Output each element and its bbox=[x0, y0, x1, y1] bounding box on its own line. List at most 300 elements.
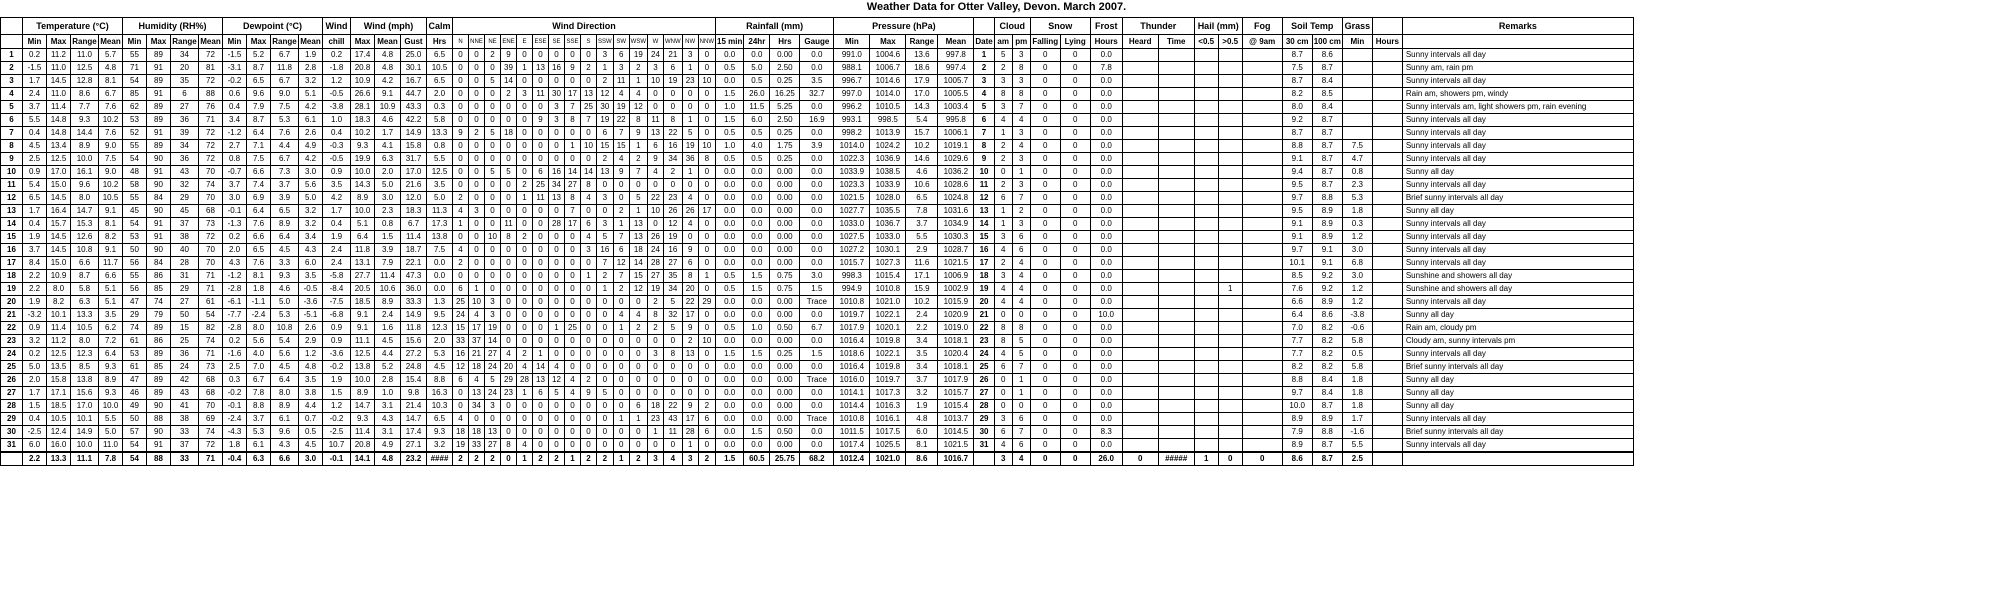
column-header: 30 cm bbox=[1282, 35, 1312, 49]
data-cell: 13.8 bbox=[351, 361, 375, 374]
data-cell: 17 bbox=[565, 218, 581, 231]
data-cell: 0.9 bbox=[323, 322, 351, 335]
data-cell: 0.8 bbox=[1342, 166, 1372, 179]
data-cell: 1005.5 bbox=[938, 88, 974, 101]
data-cell: 0 bbox=[1030, 270, 1060, 283]
data-cell: 2 bbox=[994, 140, 1012, 153]
data-cell: 0 bbox=[1030, 205, 1060, 218]
data-cell: 7.5 bbox=[247, 153, 271, 166]
data-cell: 1020.4 bbox=[938, 348, 974, 361]
table-row bbox=[1, 153, 1634, 166]
data-cell: 0 bbox=[1030, 244, 1060, 257]
data-cell: 0.5 bbox=[716, 153, 744, 166]
data-cell: 1 bbox=[994, 205, 1012, 218]
data-cell: 16 bbox=[664, 140, 683, 153]
data-cell: 2 bbox=[1012, 205, 1030, 218]
data-cell: 1 bbox=[469, 283, 485, 296]
data-cell: 1 bbox=[682, 114, 698, 127]
data-cell: -0.1 bbox=[223, 400, 247, 413]
data-cell: -3.6 bbox=[299, 296, 323, 309]
data-cell: 9 bbox=[613, 166, 629, 179]
data-cell: 1.7 bbox=[1342, 413, 1372, 426]
data-cell: 4 bbox=[994, 114, 1012, 127]
data-cell bbox=[1122, 192, 1158, 205]
data-cell: 0.0 bbox=[716, 205, 744, 218]
data-cell: 5.4 bbox=[23, 179, 47, 192]
data-cell bbox=[1194, 140, 1218, 153]
data-cell: 36 bbox=[171, 114, 199, 127]
remarks-cell: Sunny intervals all day bbox=[1402, 257, 1633, 270]
data-cell: 85 bbox=[147, 283, 171, 296]
data-cell: 4.5 bbox=[271, 244, 299, 257]
data-cell: 0 bbox=[565, 244, 581, 257]
column-header: Min bbox=[1342, 35, 1372, 49]
data-cell: 6 bbox=[698, 413, 715, 426]
data-cell bbox=[1122, 283, 1158, 296]
total-cell: 7.8 bbox=[99, 452, 123, 466]
data-cell: 14 bbox=[565, 166, 581, 179]
data-cell: 91 bbox=[147, 88, 171, 101]
data-cell bbox=[1158, 140, 1194, 153]
data-cell: 89 bbox=[147, 322, 171, 335]
group-header: Cloud bbox=[994, 18, 1030, 35]
data-cell: 0 bbox=[581, 400, 597, 413]
data-cell: 0 bbox=[549, 127, 565, 140]
total-cell: 6.6 bbox=[271, 452, 299, 466]
data-cell: 0 bbox=[1060, 374, 1090, 387]
data-cell: 0 bbox=[698, 283, 715, 296]
data-cell: 72 bbox=[199, 231, 223, 244]
data-cell: 4 bbox=[994, 244, 1012, 257]
data-cell: 0 bbox=[549, 335, 565, 348]
data-cell: 6 bbox=[613, 49, 629, 62]
data-cell: 5 bbox=[549, 387, 565, 400]
data-cell: 0 bbox=[648, 387, 664, 400]
data-cell: 6.5 bbox=[427, 413, 453, 426]
data-cell: 2.9 bbox=[299, 335, 323, 348]
data-cell: 9.1 bbox=[1282, 231, 1312, 244]
table-row bbox=[1, 49, 1634, 62]
data-cell: 0 bbox=[517, 426, 533, 439]
data-cell: 0 bbox=[469, 270, 485, 283]
data-cell: 9 bbox=[682, 322, 698, 335]
data-cell: 0 bbox=[469, 413, 485, 426]
data-cell bbox=[1372, 426, 1402, 439]
data-cell: 6.9 bbox=[247, 192, 271, 205]
data-cell: 9.6 bbox=[271, 426, 299, 439]
data-cell: 19 bbox=[485, 322, 501, 335]
data-cell: 0 bbox=[549, 75, 565, 88]
data-cell: 1 bbox=[1218, 283, 1242, 296]
data-cell: 19 bbox=[664, 75, 683, 88]
data-cell: 4.5 bbox=[271, 361, 299, 374]
data-cell bbox=[1122, 75, 1158, 88]
data-cell: 39 bbox=[501, 62, 517, 75]
data-cell: 8.0 bbox=[271, 387, 299, 400]
total-cell: 2 bbox=[469, 452, 485, 466]
data-cell: -1.1 bbox=[247, 296, 271, 309]
data-cell bbox=[1242, 387, 1282, 400]
data-cell bbox=[1242, 205, 1282, 218]
column-header: Hrs bbox=[427, 35, 453, 49]
table-row bbox=[1, 283, 1634, 296]
data-cell: 9.3 bbox=[71, 114, 99, 127]
data-cell: 9.2 bbox=[1282, 114, 1312, 127]
data-cell: 42.2 bbox=[401, 114, 427, 127]
data-cell: 0.0 bbox=[1090, 439, 1122, 453]
data-cell: 2.2 bbox=[23, 270, 47, 283]
data-cell bbox=[1122, 49, 1158, 62]
data-cell: 6.0 bbox=[906, 426, 938, 439]
data-cell: 18 bbox=[648, 400, 664, 413]
data-cell: 0 bbox=[533, 205, 549, 218]
total-cell: 1021.0 bbox=[870, 452, 906, 466]
data-cell: 14 bbox=[533, 361, 549, 374]
data-cell: 89 bbox=[147, 348, 171, 361]
data-cell: 6 bbox=[581, 218, 597, 231]
data-cell: 76 bbox=[199, 101, 223, 114]
data-cell: 3.5 bbox=[299, 270, 323, 283]
data-cell bbox=[1342, 114, 1372, 127]
data-cell: 1 bbox=[698, 270, 715, 283]
data-cell: 70 bbox=[199, 192, 223, 205]
data-cell bbox=[1218, 49, 1242, 62]
data-cell: 8.7 bbox=[1312, 153, 1342, 166]
data-cell: 0.3 bbox=[1342, 218, 1372, 231]
data-cell: 36 bbox=[171, 348, 199, 361]
data-cell: 17.0 bbox=[401, 166, 427, 179]
data-cell: 5.6 bbox=[299, 179, 323, 192]
data-cell: 1 bbox=[533, 348, 549, 361]
data-cell: 4 bbox=[629, 88, 647, 101]
column-header: @ 9am bbox=[1242, 35, 1282, 49]
data-cell: 17 bbox=[698, 205, 715, 218]
data-cell: 37 bbox=[171, 218, 199, 231]
data-cell: 0 bbox=[549, 205, 565, 218]
data-cell: 6.4 bbox=[247, 127, 271, 140]
data-cell: 18 bbox=[469, 426, 485, 439]
data-cell: 48 bbox=[123, 166, 147, 179]
data-cell: 28 bbox=[517, 374, 533, 387]
data-cell: 1 bbox=[1012, 387, 1030, 400]
data-cell: 3 bbox=[974, 75, 994, 88]
data-cell: 7 bbox=[974, 127, 994, 140]
data-cell: 0 bbox=[581, 257, 597, 270]
data-cell: 7.6 bbox=[99, 127, 123, 140]
data-cell: 0.0 bbox=[1090, 101, 1122, 114]
data-cell: 0.0 bbox=[716, 426, 744, 439]
data-cell: 0 bbox=[629, 439, 647, 453]
data-cell: 0 bbox=[453, 140, 469, 153]
data-cell: 1030.3 bbox=[938, 231, 974, 244]
data-cell: 41 bbox=[171, 400, 199, 413]
data-cell: 0 bbox=[1030, 322, 1060, 335]
data-cell: 0 bbox=[469, 49, 485, 62]
data-cell: 0 bbox=[1030, 257, 1060, 270]
data-cell: 2.50 bbox=[770, 114, 800, 127]
data-cell: 3 bbox=[485, 309, 501, 322]
data-cell: 0.0 bbox=[1090, 49, 1122, 62]
data-cell bbox=[1122, 205, 1158, 218]
data-cell: 25 bbox=[565, 322, 581, 335]
data-cell: 0.5 bbox=[716, 322, 744, 335]
data-cell: 0.0 bbox=[1090, 127, 1122, 140]
data-cell: 5 bbox=[485, 374, 501, 387]
data-cell: 4 bbox=[581, 231, 597, 244]
data-cell: 22 bbox=[664, 400, 683, 413]
data-cell bbox=[1194, 153, 1218, 166]
column-header: W bbox=[648, 35, 664, 49]
data-cell: 9.1 bbox=[375, 88, 401, 101]
data-cell: 4.2 bbox=[299, 153, 323, 166]
column-header: SW bbox=[613, 35, 629, 49]
data-cell: 0 bbox=[501, 179, 517, 192]
data-cell: 37 bbox=[171, 439, 199, 453]
total-cell: 2 bbox=[533, 452, 549, 466]
total-cell: 3 bbox=[994, 452, 1012, 466]
data-cell: 3 bbox=[597, 192, 614, 205]
data-cell: 0 bbox=[1030, 166, 1060, 179]
data-cell: 4.5 bbox=[427, 361, 453, 374]
data-cell: 7.6 bbox=[247, 218, 271, 231]
data-cell: -2.5 bbox=[323, 426, 351, 439]
data-cell: 43.3 bbox=[401, 101, 427, 114]
data-cell: 13.3 bbox=[427, 127, 453, 140]
remarks-cell: Sunny intervals all day bbox=[1402, 231, 1633, 244]
group-header: Wind bbox=[323, 18, 351, 35]
data-cell: 1016.3 bbox=[870, 400, 906, 413]
data-cell: 33 bbox=[469, 439, 485, 453]
data-cell: 62 bbox=[123, 101, 147, 114]
data-cell bbox=[1342, 49, 1372, 62]
data-cell: 0 bbox=[648, 361, 664, 374]
total-cell: 2 bbox=[597, 452, 614, 466]
data-cell: 997.4 bbox=[938, 62, 974, 75]
data-cell: 4 bbox=[629, 309, 647, 322]
data-cell bbox=[1158, 257, 1194, 270]
data-cell: 5.1 bbox=[299, 88, 323, 101]
day-cell: 15 bbox=[1, 231, 23, 244]
table-row bbox=[1, 192, 1634, 205]
data-cell: 24 bbox=[648, 49, 664, 62]
data-cell: 0.0 bbox=[716, 361, 744, 374]
data-cell: 0 bbox=[1060, 192, 1090, 205]
data-cell: 0 bbox=[501, 114, 517, 127]
data-cell: 0 bbox=[698, 179, 715, 192]
data-cell: 6.5 bbox=[427, 49, 453, 62]
data-cell: 1033.0 bbox=[870, 231, 906, 244]
data-cell: 6.1 bbox=[247, 439, 271, 453]
data-cell bbox=[1122, 127, 1158, 140]
data-cell: 1015.7 bbox=[834, 257, 870, 270]
data-cell: 1019.7 bbox=[834, 309, 870, 322]
data-cell: 8.8 bbox=[1282, 140, 1312, 153]
data-cell: 0 bbox=[485, 283, 501, 296]
column-header: Min bbox=[23, 35, 47, 49]
data-cell: 10 bbox=[698, 335, 715, 348]
column-header: SSE bbox=[565, 35, 581, 49]
column-header: NNW bbox=[698, 35, 715, 49]
data-cell: 1027.7 bbox=[834, 205, 870, 218]
data-cell: 16 bbox=[453, 348, 469, 361]
total-cell: 23.2 bbox=[401, 452, 427, 466]
data-cell: 28 bbox=[682, 426, 698, 439]
data-cell: 12 bbox=[613, 257, 629, 270]
data-cell: 1.5 bbox=[375, 231, 401, 244]
data-cell: 3.2 bbox=[427, 439, 453, 453]
data-cell: 0.00 bbox=[770, 257, 800, 270]
data-cell: 0 bbox=[1060, 244, 1090, 257]
remarks-cell: Sunny am, rain pm bbox=[1402, 62, 1633, 75]
day-cell: 16 bbox=[1, 244, 23, 257]
day-cell: 25 bbox=[1, 361, 23, 374]
data-cell: 11.6 bbox=[906, 257, 938, 270]
data-cell: 0 bbox=[469, 218, 485, 231]
data-cell: 1010.8 bbox=[834, 296, 870, 309]
data-cell: 0 bbox=[1030, 231, 1060, 244]
data-cell: 2 bbox=[581, 62, 597, 75]
data-cell: 0 bbox=[597, 309, 614, 322]
total-cell: 26.0 bbox=[1090, 452, 1122, 466]
data-cell: 54 bbox=[123, 153, 147, 166]
column-header: WSW bbox=[629, 35, 647, 49]
total-cell: 2 bbox=[453, 452, 469, 466]
data-cell bbox=[1372, 179, 1402, 192]
data-cell: 0.0 bbox=[800, 335, 834, 348]
data-cell: 0 bbox=[485, 244, 501, 257]
data-cell: 0 bbox=[1060, 309, 1090, 322]
data-cell: 10 bbox=[581, 140, 597, 153]
data-cell: 8.2 bbox=[99, 231, 123, 244]
data-cell: 0.0 bbox=[1090, 335, 1122, 348]
total-cell: 8.6 bbox=[906, 452, 938, 466]
data-cell: 11.4 bbox=[47, 101, 71, 114]
data-cell bbox=[1158, 75, 1194, 88]
table-row bbox=[1, 244, 1634, 257]
data-cell: 1006.1 bbox=[938, 127, 974, 140]
data-cell: 0 bbox=[648, 88, 664, 101]
data-cell: 0.4 bbox=[23, 218, 47, 231]
data-cell: 0 bbox=[1060, 361, 1090, 374]
data-cell: 0 bbox=[629, 426, 647, 439]
data-cell bbox=[1218, 361, 1242, 374]
data-cell: 2.3 bbox=[1342, 179, 1372, 192]
data-cell: 0 bbox=[613, 439, 629, 453]
data-cell bbox=[1122, 348, 1158, 361]
data-cell bbox=[1158, 153, 1194, 166]
data-cell: 1016.4 bbox=[834, 361, 870, 374]
data-cell: 10.2 bbox=[351, 127, 375, 140]
data-cell: 14.9 bbox=[401, 127, 427, 140]
data-cell bbox=[1218, 62, 1242, 75]
data-cell bbox=[1242, 140, 1282, 153]
data-cell: 0.4 bbox=[323, 218, 351, 231]
data-cell: 89 bbox=[147, 140, 171, 153]
data-cell bbox=[1194, 88, 1218, 101]
data-cell: 7.7 bbox=[1282, 335, 1312, 348]
data-cell bbox=[1194, 257, 1218, 270]
data-cell: 0 bbox=[597, 361, 614, 374]
data-cell: 35 bbox=[664, 270, 683, 283]
data-cell: 0 bbox=[597, 348, 614, 361]
data-cell: 0.8 bbox=[223, 153, 247, 166]
remarks-cell: Sunny all day bbox=[1402, 400, 1633, 413]
data-cell: 1 bbox=[613, 218, 629, 231]
data-cell: 90 bbox=[147, 400, 171, 413]
data-cell bbox=[1122, 270, 1158, 283]
data-cell: 91 bbox=[147, 127, 171, 140]
data-cell: 28 bbox=[974, 400, 994, 413]
table-row bbox=[1, 257, 1634, 270]
data-cell: 0.5 bbox=[744, 153, 770, 166]
data-cell bbox=[1242, 88, 1282, 101]
data-cell: 0.2 bbox=[23, 348, 47, 361]
column-header: SE bbox=[549, 35, 565, 49]
data-cell bbox=[1158, 400, 1194, 413]
data-cell: 10 bbox=[648, 205, 664, 218]
data-cell: 0 bbox=[1060, 322, 1090, 335]
data-cell bbox=[1158, 179, 1194, 192]
data-cell: 1034.9 bbox=[938, 218, 974, 231]
data-cell bbox=[1194, 192, 1218, 205]
data-cell: 0 bbox=[1060, 283, 1090, 296]
data-cell: 2.4 bbox=[906, 309, 938, 322]
data-cell: 10 bbox=[698, 140, 715, 153]
data-cell: 1.5 bbox=[716, 88, 744, 101]
data-cell: 6.4 bbox=[271, 231, 299, 244]
data-cell: 0 bbox=[664, 361, 683, 374]
data-cell: 0.0 bbox=[800, 387, 834, 400]
data-cell: 37 bbox=[469, 335, 485, 348]
data-cell: 0 bbox=[994, 309, 1012, 322]
remarks-cell: Cloudy am, sunny intervals pm bbox=[1402, 335, 1633, 348]
data-cell: 0.0 bbox=[800, 49, 834, 62]
data-cell: 0.5 bbox=[744, 75, 770, 88]
data-cell: 1 bbox=[549, 322, 565, 335]
data-cell: 2 bbox=[994, 257, 1012, 270]
data-cell: 11.2 bbox=[47, 335, 71, 348]
data-cell: 4 bbox=[453, 244, 469, 257]
data-cell: -1.5 bbox=[223, 49, 247, 62]
table-row bbox=[1, 114, 1634, 127]
data-cell bbox=[1242, 348, 1282, 361]
data-cell: 1023.3 bbox=[834, 179, 870, 192]
data-cell: 2.0 bbox=[427, 335, 453, 348]
data-cell: 0 bbox=[501, 257, 517, 270]
data-cell: 8.9 bbox=[375, 296, 401, 309]
data-cell: 89 bbox=[147, 49, 171, 62]
remarks-cell: Sunny intervals all day bbox=[1402, 140, 1633, 153]
data-cell: 1019.8 bbox=[870, 361, 906, 374]
data-cell bbox=[1158, 101, 1194, 114]
data-cell: 6 bbox=[1012, 244, 1030, 257]
data-cell: 0.0 bbox=[744, 49, 770, 62]
data-cell bbox=[1372, 101, 1402, 114]
data-cell: 0 bbox=[501, 101, 517, 114]
data-cell: 10.6 bbox=[906, 179, 938, 192]
data-cell: 0 bbox=[549, 283, 565, 296]
data-cell bbox=[1218, 231, 1242, 244]
data-cell: 2.5 bbox=[23, 153, 47, 166]
data-cell: 0 bbox=[469, 179, 485, 192]
data-cell: 0.25 bbox=[770, 348, 800, 361]
data-cell: 0 bbox=[1030, 348, 1060, 361]
data-cell: 4 bbox=[974, 88, 994, 101]
data-cell: 8.4 bbox=[1312, 374, 1342, 387]
data-cell: 0 bbox=[629, 348, 647, 361]
data-cell: 0 bbox=[485, 205, 501, 218]
data-cell: 4 bbox=[469, 309, 485, 322]
